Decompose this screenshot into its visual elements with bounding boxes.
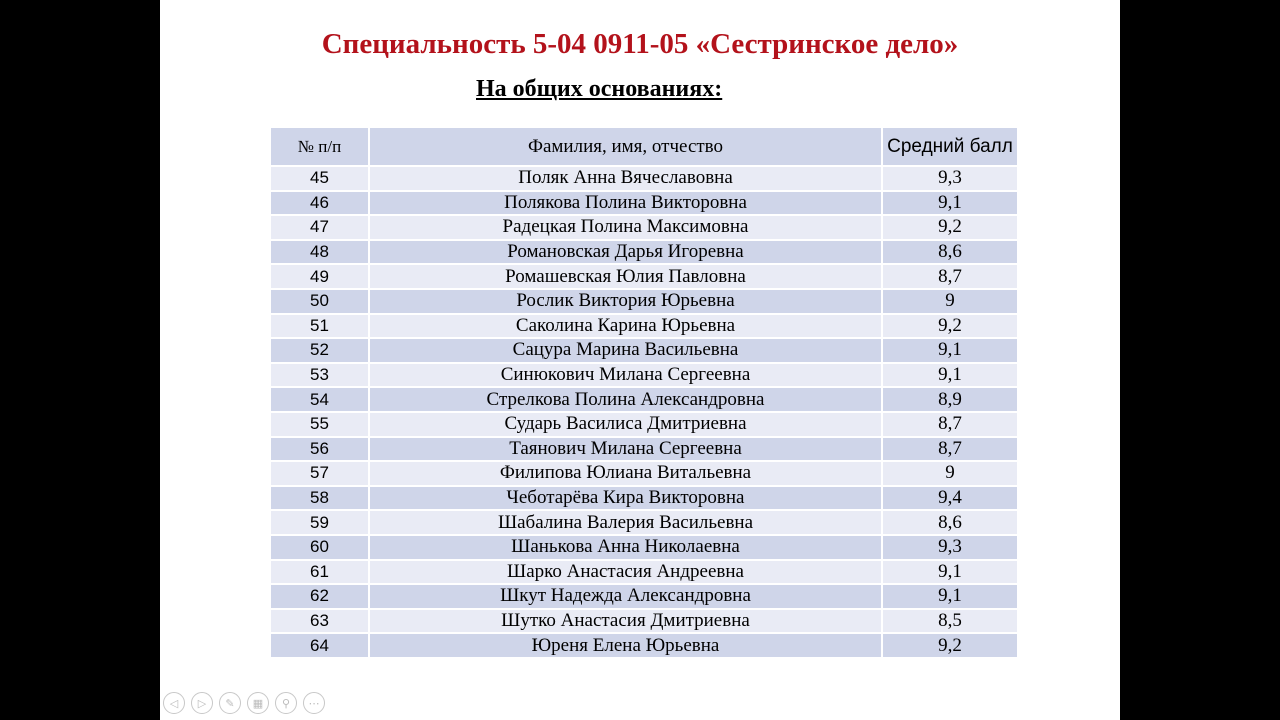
row-full-name: Шабалина Валерия Васильевна	[369, 510, 882, 535]
presentation-slide	[160, 0, 1120, 720]
table-row	[270, 215, 1018, 240]
row-number: 64	[270, 633, 369, 658]
table-row	[270, 461, 1018, 486]
table-row	[270, 510, 1018, 535]
row-average-score: 9,1	[882, 560, 1018, 585]
row-average-score: 9	[882, 461, 1018, 486]
row-average-score: 9,3	[882, 166, 1018, 191]
row-number: 60	[270, 535, 369, 560]
row-average-score: 8,6	[882, 510, 1018, 535]
slideshow-controls	[163, 692, 325, 714]
row-full-name: Радецкая Полина Максимовна	[369, 215, 882, 240]
table-row	[270, 191, 1018, 216]
slide-title: Специальность 5-04 0911-05 «Сестринское дело»	[321, 28, 959, 60]
row-full-name: Юреня Елена Юрьевна	[369, 633, 882, 658]
table-row	[270, 412, 1018, 437]
row-full-name: Поляк Анна Вячеславовна	[369, 166, 882, 191]
table-row	[270, 240, 1018, 265]
row-average-score: 9,1	[882, 338, 1018, 363]
row-number: 56	[270, 437, 369, 462]
row-average-score: 8,7	[882, 264, 1018, 289]
row-number: 54	[270, 387, 369, 412]
row-full-name: Чеботарёва Кира Викторовна	[369, 486, 882, 511]
row-full-name: Шкут Надежда Александровна	[369, 584, 882, 609]
row-full-name: Ромашевская Юлия Павловна	[369, 264, 882, 289]
table-row	[270, 166, 1018, 191]
table-row	[270, 633, 1018, 658]
table-row	[270, 363, 1018, 388]
applicants-table	[269, 126, 1019, 659]
table-body	[270, 166, 1018, 658]
table-row	[270, 486, 1018, 511]
row-number: 63	[270, 609, 369, 634]
row-number: 45	[270, 166, 369, 191]
row-full-name: Сударь Василиса Дмитриевна	[369, 412, 882, 437]
row-number: 50	[270, 289, 369, 314]
more-options-icon[interactable]: ⋯	[303, 692, 325, 714]
row-average-score: 9,2	[882, 314, 1018, 339]
row-number: 52	[270, 338, 369, 363]
table-row	[270, 264, 1018, 289]
zoom-icon[interactable]: ⚲	[275, 692, 297, 714]
row-full-name: Полякова Полина Викторовна	[369, 191, 882, 216]
row-average-score: 8,7	[882, 412, 1018, 437]
row-average-score: 9,1	[882, 363, 1018, 388]
row-average-score: 8,9	[882, 387, 1018, 412]
row-number: 53	[270, 363, 369, 388]
row-number: 61	[270, 560, 369, 585]
table-row	[270, 560, 1018, 585]
row-average-score: 8,7	[882, 437, 1018, 462]
row-number: 55	[270, 412, 369, 437]
header-number: № п/п	[270, 127, 369, 166]
header-full-name: Фамилия, имя, отчество	[369, 127, 882, 166]
table-row	[270, 535, 1018, 560]
previous-slide-icon[interactable]: ◁	[163, 692, 185, 714]
row-average-score: 9,1	[882, 584, 1018, 609]
row-number: 59	[270, 510, 369, 535]
row-number: 46	[270, 191, 369, 216]
row-number: 57	[270, 461, 369, 486]
row-full-name: Синюкович Милана Сергеевна	[369, 363, 882, 388]
table-row	[270, 338, 1018, 363]
table-row	[270, 289, 1018, 314]
row-full-name: Шарко Анастасия Андреевна	[369, 560, 882, 585]
row-full-name: Шанькова Анна Николаевна	[369, 535, 882, 560]
table-row	[270, 437, 1018, 462]
row-number: 48	[270, 240, 369, 265]
table-row	[270, 387, 1018, 412]
row-average-score: 9	[882, 289, 1018, 314]
header-average-score: Средний балл	[882, 127, 1018, 166]
row-average-score: 9,2	[882, 215, 1018, 240]
row-average-score: 9,2	[882, 633, 1018, 658]
row-full-name: Сацура Марина Васильевна	[369, 338, 882, 363]
row-full-name: Рослик Виктория Юрьевна	[369, 289, 882, 314]
row-number: 62	[270, 584, 369, 609]
next-slide-icon[interactable]: ▷	[191, 692, 213, 714]
pen-icon[interactable]: ✎	[219, 692, 241, 714]
table-row	[270, 314, 1018, 339]
table-header-row	[270, 127, 1018, 166]
slides-grid-icon[interactable]: ▦	[247, 692, 269, 714]
row-average-score: 9,4	[882, 486, 1018, 511]
row-number: 49	[270, 264, 369, 289]
row-full-name: Филипова Юлиана Витальевна	[369, 461, 882, 486]
row-full-name: Стрелкова Полина Александровна	[369, 387, 882, 412]
row-average-score: 8,5	[882, 609, 1018, 634]
table-row	[270, 584, 1018, 609]
slide-subtitle: На общих основаниях:	[476, 76, 723, 102]
row-full-name: Шутко Анастасия Дмитриевна	[369, 609, 882, 634]
row-average-score: 8,6	[882, 240, 1018, 265]
row-full-name: Саколина Карина Юрьевна	[369, 314, 882, 339]
row-number: 47	[270, 215, 369, 240]
row-average-score: 9,1	[882, 191, 1018, 216]
row-number: 58	[270, 486, 369, 511]
table-row	[270, 609, 1018, 634]
row-full-name: Таянович Милана Сергеевна	[369, 437, 882, 462]
row-full-name: Романовская Дарья Игоревна	[369, 240, 882, 265]
row-average-score: 9,3	[882, 535, 1018, 560]
row-number: 51	[270, 314, 369, 339]
